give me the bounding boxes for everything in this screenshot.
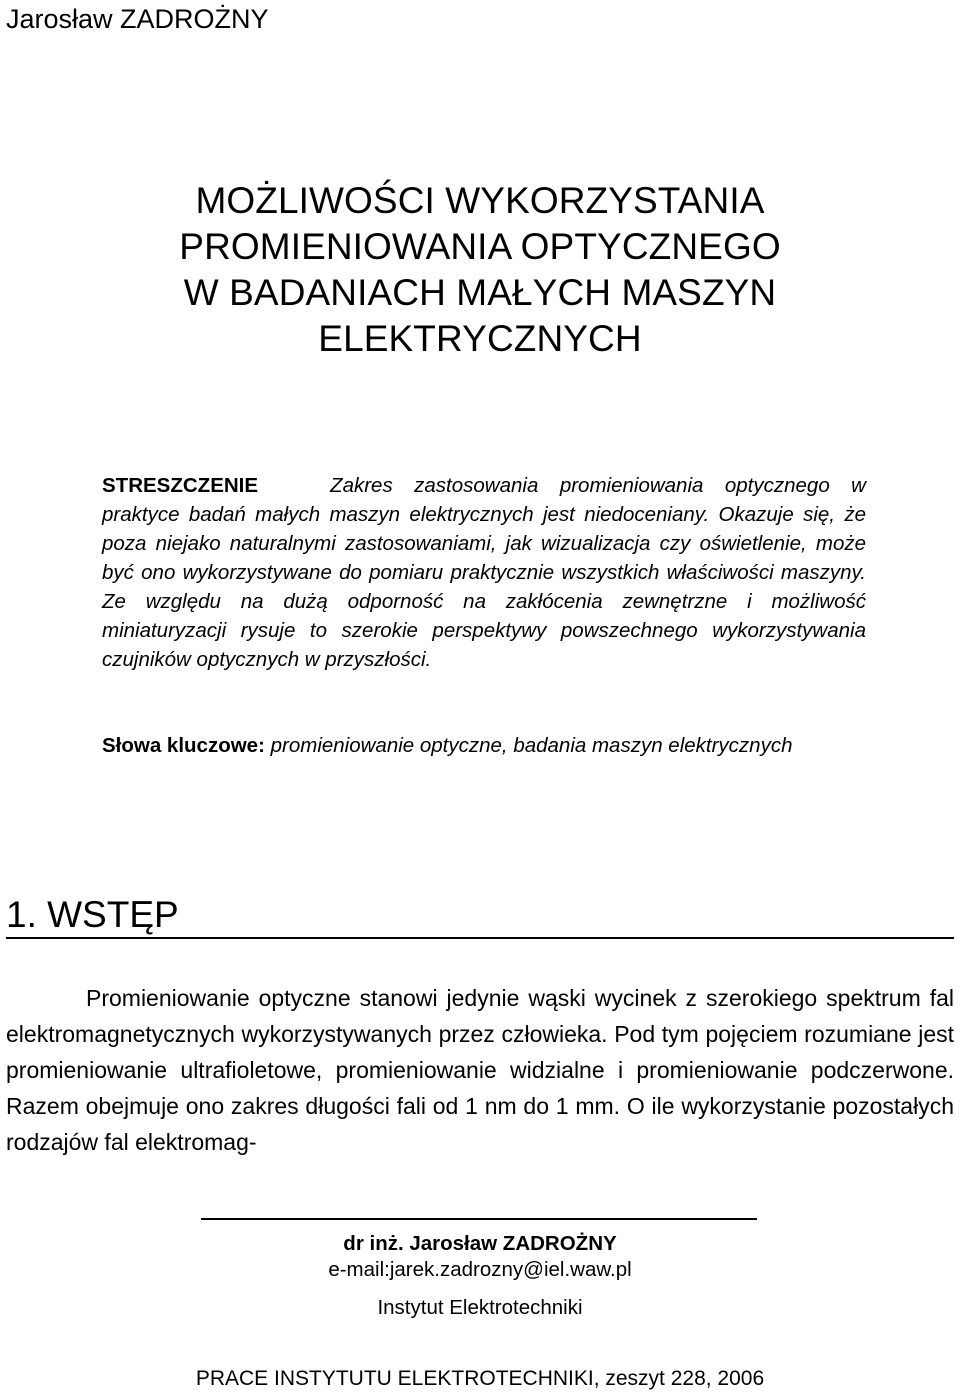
abstract-text: Zakres zastosowania promieniowania optycznego w praktyce badań małych maszyn elektrycznych jest niedoceniany. Okazuje się, że poza niejako naturalnymi zastosowaniami, jak wizualizacja czy oświetlenie, może być ono wykorzystywane do pomiaru praktycznie wszystkich właściwości maszyny. Ze względu na dużą odporność na zakłócenia zewnętrzne i możliwość miniaturyzacji rysuje to szerokie perspektywy powszechnego wykorzystywania czujników optycznych w przyszłości. xyxy=(102,474,866,671)
title-line: MOŻLIWOŚCI WYKORZYSTANIA xyxy=(195,180,765,221)
intro-paragraph: Promieniowanie optyczne stanowi jedynie wąski wycinek z szerokiego spektrum fal elektromagnetycznych wykorzystywanych przez człowieka. Pod tym pojęciem rozumiane jest promieniowanie ultrafioletowe, promieniowanie widzialne i promieniowanie podczerwone. Razem obejmuje ono zakres długości fali od 1 nm do 1 mm. O ile wykorzystanie pozostałych rodzajów fal elektromag- xyxy=(6,985,954,1155)
footnote-institute: Instytut Elektrotechniki xyxy=(377,1296,583,1319)
title-line: PROMIENIOWANIA OPTYCZNEGO xyxy=(179,226,781,267)
running-header-author: Jarosław ZADROŻNY xyxy=(6,4,269,34)
title-line: W BADANIACH MAŁYCH MASZYN xyxy=(183,272,777,313)
footnote-email: e-mail:jarek.zadrozny@iel.waw.pl xyxy=(328,1258,632,1281)
journal-footer: PRACE INSTYTUTU ELEKTROTECHNIKI, zeszyt 228, 2006 xyxy=(195,1367,765,1390)
footnote-author-name: dr inż. Jarosław ZADROŻNY xyxy=(343,1232,617,1255)
keywords-text: promieniowanie optyczne, badania maszyn elektrycznych xyxy=(270,734,793,757)
title-line: ELEKTRYCZNYCH xyxy=(318,318,642,359)
paper-title xyxy=(0,178,960,362)
section-divider xyxy=(6,937,954,939)
footnote-divider xyxy=(201,1218,757,1220)
keywords-label: Słowa kluczowe: xyxy=(102,734,265,757)
section-heading: 1. WSTĘP xyxy=(6,894,179,935)
abstract xyxy=(102,471,866,674)
keywords xyxy=(102,731,866,761)
abstract-label: STRESZCZENIE xyxy=(102,474,259,497)
